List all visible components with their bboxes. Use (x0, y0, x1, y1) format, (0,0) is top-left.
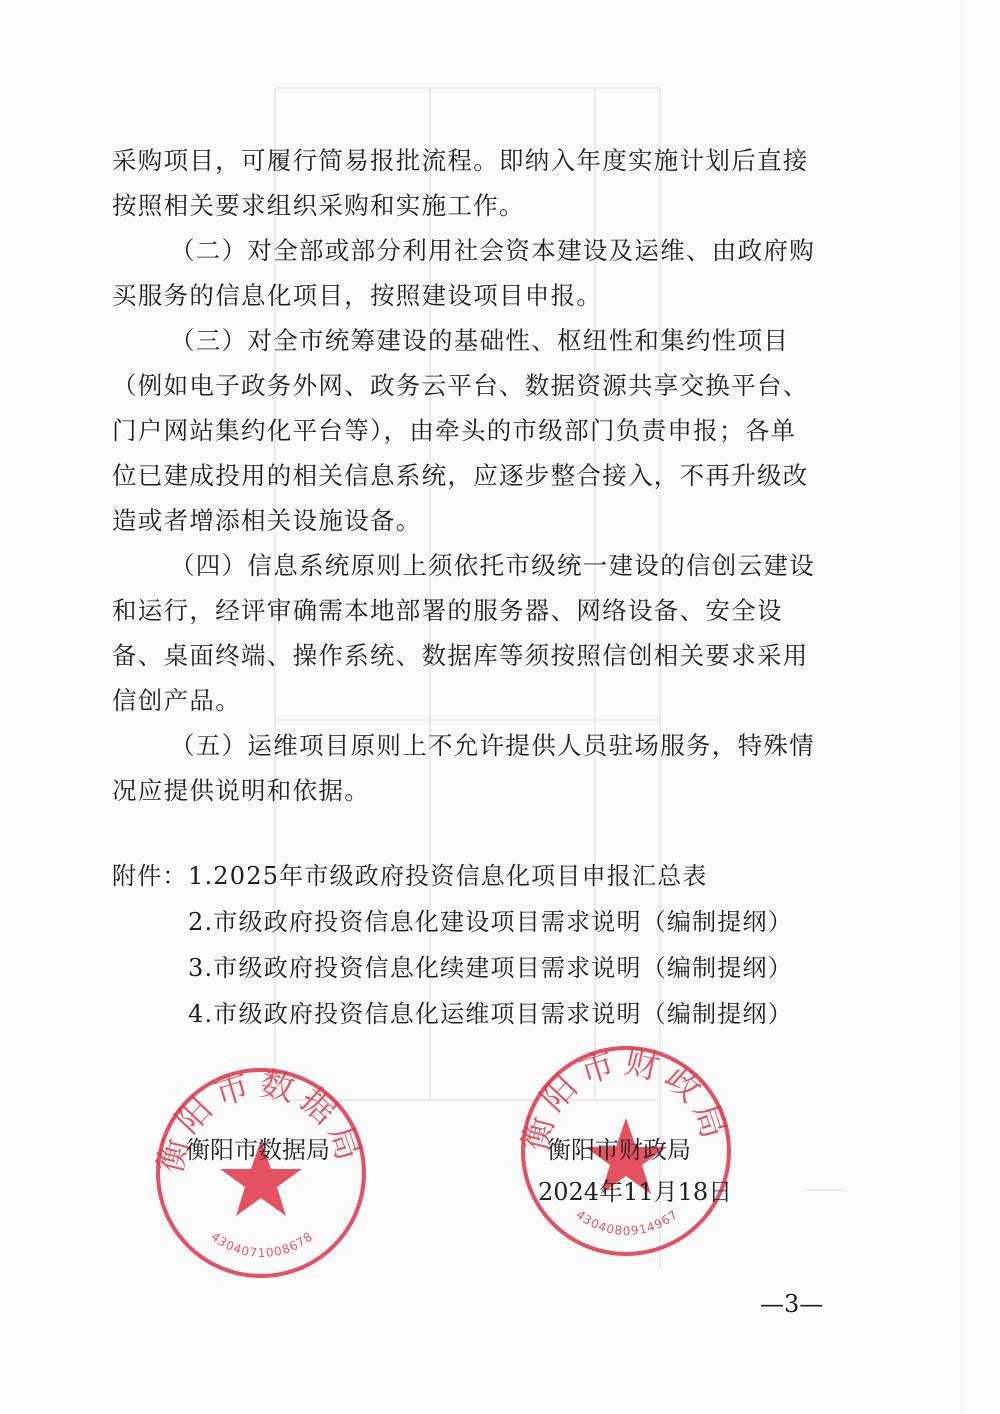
attachment-item: 3.市级政府投资信息化续建项目需求说明（编制提纲） (188, 954, 793, 982)
svg-text:4304071008678: 4304071008678 (208, 1229, 316, 1260)
svg-text:衡阳市财政局: 衡阳市财政局 (515, 1041, 736, 1156)
text-line: 门户网站集约化平台等），由牵头的市级部门负责申报；各单 (112, 416, 797, 445)
text-line: （五）运维项目原则上不允许提供人员驻场服务，特殊情 (170, 731, 815, 760)
text-line: 造或者增添相关设施设备。 (112, 506, 422, 535)
text-line: （例如电子政务外网、政务云平台、数据资源共享交换平台、 (112, 371, 809, 400)
official-seal-left (150, 1062, 372, 1284)
attachment-item: 2.市级政府投资信息化建设项目需求说明（编制提纲） (188, 908, 793, 936)
text-line: 和运行，经评审确需本地部署的服务器、网络设备、安全设 (112, 596, 783, 625)
signatory-right: 衡阳市财政局 (547, 1136, 691, 1164)
text-line: 信创产品。 (112, 686, 241, 715)
text-line: 买服务的信息化项目，按照建设项目申报。 (112, 281, 603, 310)
text-line: 备、桌面终端、操作系统、数据库等须按照信创相关要求采用 (112, 641, 809, 670)
page-number: —3— (760, 1290, 824, 1318)
issue-date: 2024年11月18日 (538, 1178, 733, 1206)
text-line: （四）信息系统原则上须依托市级统一建设的信创云建设 (170, 551, 815, 580)
text-line: 况应提供说明和依据。 (112, 776, 370, 805)
attachment-item: 1.2025年市级政府投资信息化项目申报汇总表 (188, 862, 708, 890)
attachments-label: 附件： (112, 862, 188, 890)
signatory-left: 衡阳市数据局 (186, 1136, 330, 1164)
attachment-item: 4.市级政府投资信息化运维项目需求说明（编制提纲） (188, 1000, 793, 1028)
text-line: （三）对全市统筹建设的基础性、枢纽性和集约性项目 (170, 326, 790, 355)
svg-text:4304080914967: 4304080914967 (573, 1207, 681, 1238)
text-line: 按照相关要求组织采购和实施工作。 (112, 191, 525, 220)
text-line: 位已建成投用的相关信息系统，应逐步整合接入，不再升级改 (112, 461, 809, 490)
text-line: （二）对全部或部分利用社会资本建设及运维、由政府购 (170, 236, 815, 265)
text-line: 采购项目，可履行简易报批流程。即纳入年度实施计划后直接 (112, 146, 809, 175)
svg-text:衡阳市数据局: 衡阳市数据局 (150, 1063, 371, 1178)
